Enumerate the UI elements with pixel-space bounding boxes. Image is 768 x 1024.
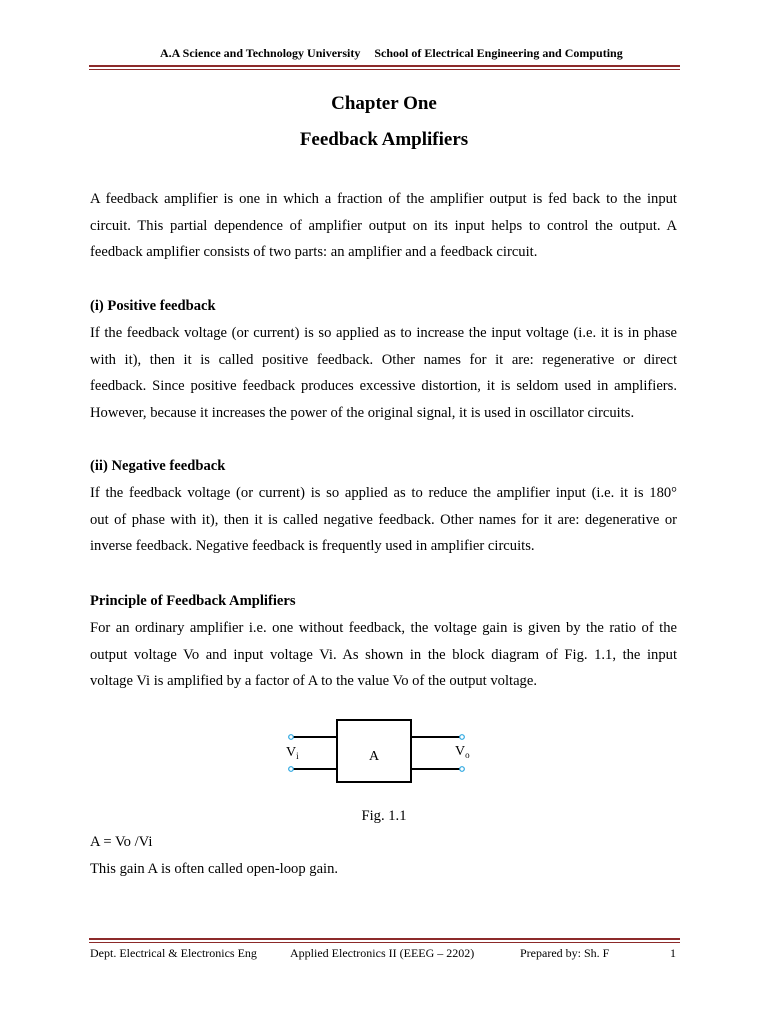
gain-note: This gain A is often called open-loop gain. <box>90 861 339 877</box>
output-terminal-bottom <box>460 767 465 772</box>
input-voltage-label: $V_i$ <box>286 745 299 761</box>
negative-feedback-paragraph <box>90 480 677 560</box>
text-line: A feedback amplifier is one in which a fraction of the amplifier output is fed back to the input <box>90 191 677 207</box>
footer-rule-thin <box>89 942 680 943</box>
negative-feedback-heading: (ii) Negative feedback <box>90 458 226 474</box>
text-line: However, because it increases the power of the original signal, it is used in oscillator circuits. <box>90 404 635 421</box>
amplifier-block-diagram <box>280 712 480 792</box>
text-line: For an ordinary amplifier i.e. one without feedback, the voltage gain is given by the ratio of the <box>90 620 677 636</box>
header-rule-thin <box>89 69 680 70</box>
intro-paragraph <box>90 186 677 266</box>
input-terminal-top <box>289 735 294 740</box>
text-line: feedback amplifier consists of two parts: an amplifier and a feedback circuit. <box>90 244 538 260</box>
header-university: A.A Science and Technology University <box>160 46 361 60</box>
principle-paragraph <box>90 615 677 695</box>
text-line: If the feedback voltage (or current) is so applied as to reduce the amplifier input (i.e. it is 180° <box>90 485 677 501</box>
footer-author: Prepared by: Sh. F <box>520 946 610 960</box>
gain-equation: A = Vo /Vi <box>90 834 153 850</box>
chapter-number-title: Chapter One <box>331 93 437 114</box>
principle-heading: Principle of Feedback Amplifiers <box>90 593 296 609</box>
text-line: with it), then it is called positive feedback. Other names for it are: regenerative or direct <box>90 351 677 368</box>
page-header <box>160 46 640 61</box>
positive-feedback-heading: (i) Positive feedback <box>90 298 216 314</box>
output-voltage-label: $V_o$ <box>455 744 470 760</box>
positive-feedback-paragraph <box>90 320 677 426</box>
footer-rule <box>89 938 680 940</box>
footer-page-number: 1 <box>670 946 676 960</box>
output-terminal-top <box>460 735 465 740</box>
chapter-title: Feedback Amplifiers <box>299 129 469 150</box>
header-rule <box>89 65 680 67</box>
footer-course: Applied Electronics II (EEEG – 2202) <box>290 946 475 960</box>
text-line: feedback. Since positive feedback produces excessive distortion, it is seldom used in amplifiers. <box>90 378 677 394</box>
header-school: School of Electrical Engineering and Computing <box>374 46 623 60</box>
text-line: output voltage Vo and input voltage Vi. As shown in the block diagram of Fig. 1.1, the input <box>90 646 677 663</box>
text-line: If the feedback voltage (or current) is so applied as to increase the input voltage (i.e. it is in phase <box>90 325 677 341</box>
text-line: inverse feedback. Negative feedback is frequently used in amplifier circuits. <box>90 538 535 554</box>
text-line: out of phase with it), then it is called negative feedback. Other names for it are: degenerative or <box>90 511 677 528</box>
footer-dept: Dept. Electrical & Electronics Eng <box>90 946 257 960</box>
figure-caption: Fig. 1.1 <box>361 808 407 824</box>
gain-block-label: A <box>369 749 380 764</box>
text-line: voltage Vi is amplified by a factor of A to the value Vo of the output voltage. <box>90 673 537 689</box>
input-terminal-bottom <box>289 767 294 772</box>
text-line: circuit. This partial dependence of amplifier output on its input helps to control the output. A <box>90 217 677 234</box>
